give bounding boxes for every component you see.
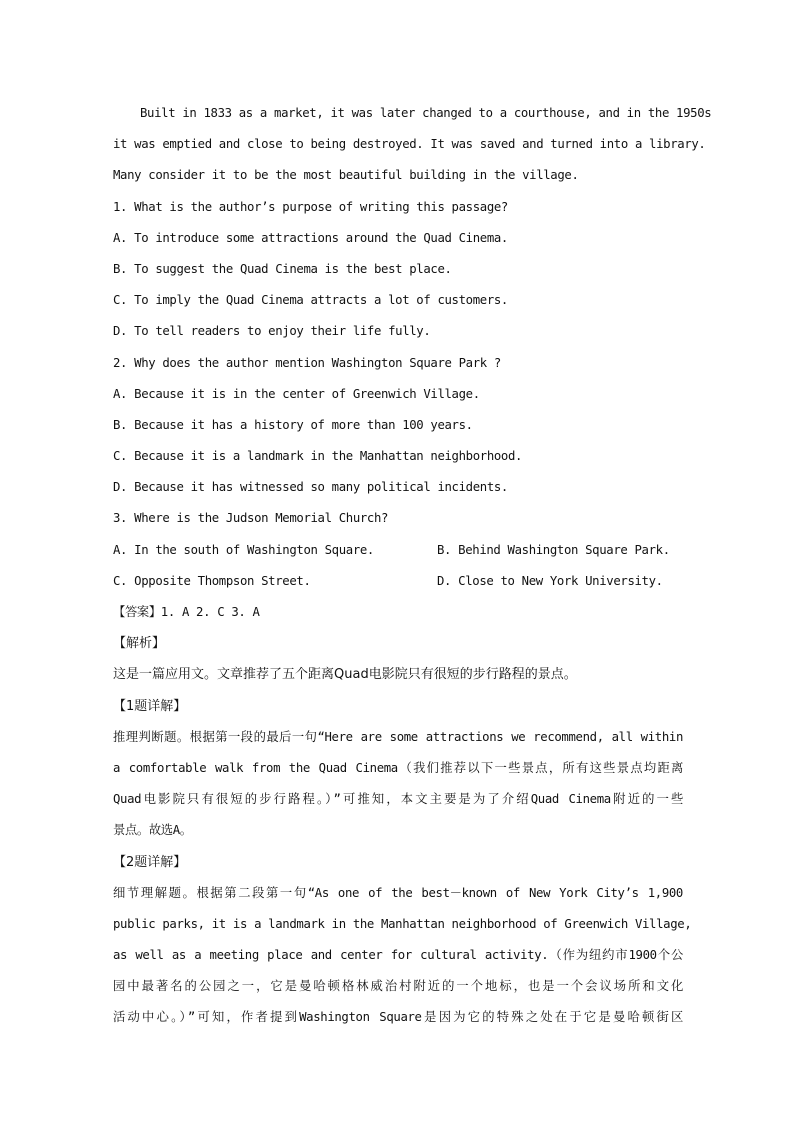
question-option: B. Behind Washington Square Park. — [437, 542, 670, 557]
question-option: C. Because it is a landmark in the Manhattan neighborhood. — [113, 449, 523, 464]
question-option: D. To tell readers to enjoy their life fully. — [113, 324, 431, 339]
q2-explanation-line: 细节理解题。根据第二段第一句“As one of the best－known of New York City’s 1,900 — [113, 885, 683, 900]
q2-explanation-line: as well as a meeting place and center for cultural activity.（作为纽约市1900个公 — [113, 948, 683, 963]
q2-explanation-line: 园中最著名的公园之一，它是曼哈顿格林威治村附近的一个地标，也是一个会议场所和文化 — [113, 979, 683, 994]
question-option: A. In the south of Washington Square. — [113, 542, 374, 557]
question-option: C. To imply the Quad Cinema attracts a lot of customers. — [113, 293, 508, 308]
options-row — [113, 566, 683, 597]
question-option: D. Because it has witnessed so many political incidents. — [113, 480, 508, 495]
question-option: C. Opposite Thompson Street. — [113, 573, 311, 588]
q1-explanation-line: Quad电影院只有很短的步行路程。）”可推知，本文主要是为了介绍Quad Cinema附近的一些 — [113, 792, 683, 807]
q1-explanation-line: a comfortable walk from the Quad Cinema（我们推荐以下一些景点，所有这些景点均距离 — [113, 760, 683, 775]
question-option: B. To suggest the Quad Cinema is the best place. — [113, 261, 452, 276]
question-option: A. Because it is in the center of Greenwich Village. — [113, 386, 480, 401]
q2-explanation-line: 活动中心。）”可知，作者提到Washington Square是因为它的特殊之处在于它是曼哈顿街区 — [113, 1010, 683, 1025]
document-page — [113, 98, 712, 1034]
passage-line: it was emptied and close to being destroyed. It was saved and turned into a library. — [113, 137, 706, 152]
analysis-heading: 【解析】 — [113, 636, 166, 652]
question-stem: 3. Where is the Judson Memorial Church? — [113, 511, 389, 526]
q1-explanation-line: 景点。故选A。 — [113, 823, 192, 838]
q2-explanation-line: public parks, it is a landmark in the Manhattan neighborhood of Greenwich Village, — [113, 916, 692, 931]
question-option: A. To introduce some attractions around the Quad Cinema. — [113, 230, 508, 245]
options-row — [113, 535, 683, 566]
analysis-summary: 这是一篇应用文。文章推荐了五个距离Quad电影院只有很短的步行路程的景点。 — [113, 667, 577, 683]
q1-explanation-line: 推理判断题。根据第一段的最后一句“Here are some attractions we recommend, all within — [113, 729, 683, 744]
question-option: B. Because it has a history of more than 100 years. — [113, 417, 473, 432]
q1-explanation-heading: 【1题详解】 — [113, 698, 187, 714]
question-option: D. Close to New York University. — [437, 573, 663, 588]
passage-line: Built in 1833 as a market, it was later changed to a courthouse, and in the 1950s — [140, 106, 712, 120]
question-stem: 2. Why does the author mention Washington Square Park ? — [113, 355, 501, 370]
q2-explanation-heading: 【2题详解】 — [113, 854, 187, 870]
answer-line: 【答案】1. A 2. C 3. A — [113, 605, 260, 619]
question-stem: 1. What is the author’s purpose of writing this passage? — [113, 199, 508, 214]
passage-line: Many consider it to be the most beautiful building in the village. — [113, 168, 579, 183]
